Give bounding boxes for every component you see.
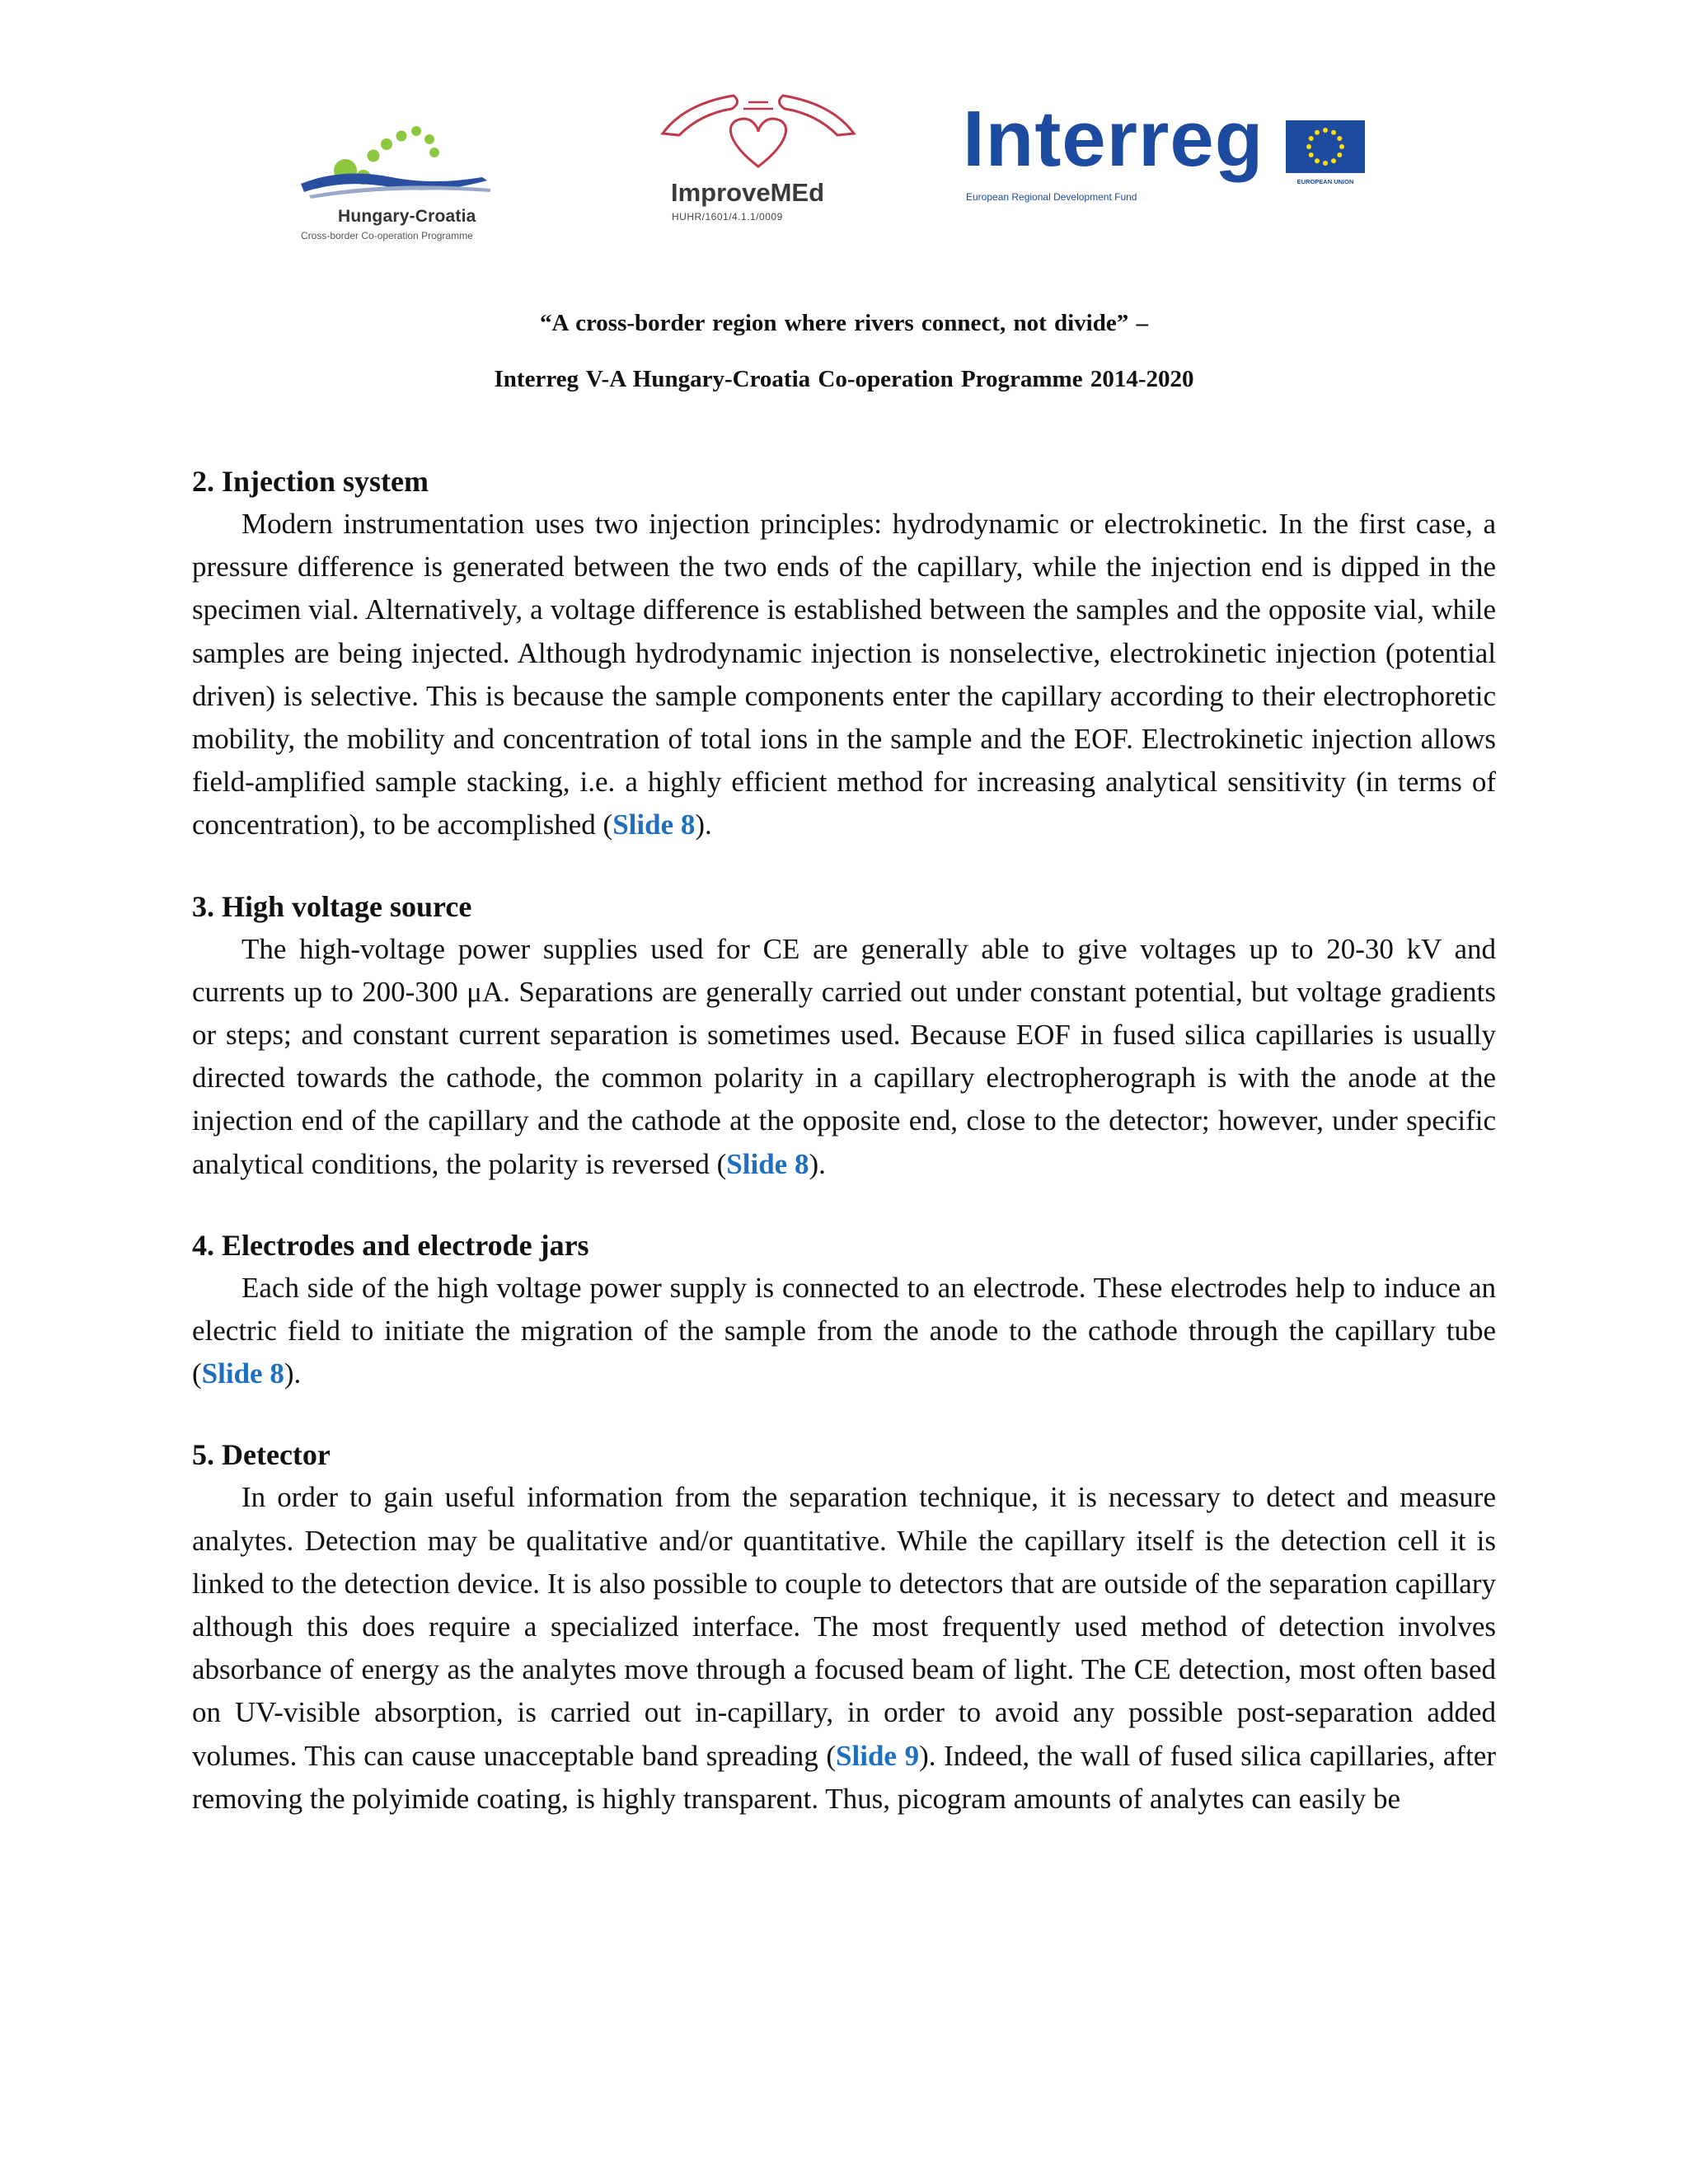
section-heading: 5. Detector bbox=[192, 1438, 331, 1472]
section-injection-system bbox=[192, 460, 1496, 847]
interreg-subtitle: European Regional Development Fund bbox=[966, 191, 1137, 203]
hungary-croatia-logo bbox=[293, 120, 515, 247]
slide-reference: Slide 8 bbox=[612, 808, 696, 841]
section-detector bbox=[192, 1433, 1496, 1821]
section-paragraph bbox=[192, 503, 1496, 847]
improvemed-name: ImproveMEd bbox=[671, 178, 825, 207]
hungary-croatia-name: Hungary-Croatia bbox=[338, 207, 476, 226]
section-paragraph bbox=[192, 1267, 1496, 1396]
document-body bbox=[192, 460, 1496, 1821]
logo-header bbox=[0, 0, 1688, 272]
section-high-voltage-source bbox=[192, 885, 1496, 1186]
interreg-logo bbox=[963, 95, 1375, 214]
eu-label: EUROPEAN UNION bbox=[1296, 178, 1354, 185]
hungary-croatia-emblem-icon bbox=[293, 120, 515, 210]
paragraph-text: Each side of the high voltage power supply is connected to an electrode. These electrodes help to induce an electric field to initiate the migration of the sample from the anode to the cathode through the capillary tube ( bbox=[192, 1271, 1496, 1390]
programme-title: Interreg V-A Hungary-Croatia Co-operation Programme 2014-2020 bbox=[494, 366, 1194, 392]
section-paragraph bbox=[192, 1476, 1496, 1821]
interreg-wordmark: Interreg bbox=[963, 95, 1264, 183]
slide-reference: Slide 8 bbox=[726, 1147, 809, 1180]
improvemed-project-code: HUHR/1601/4.1.1/0009 bbox=[672, 211, 783, 223]
section-heading: 3. High voltage source bbox=[192, 889, 472, 923]
eu-flag-icon bbox=[1286, 120, 1365, 173]
hungary-croatia-subtitle: Cross-border Co-operation Programme bbox=[301, 230, 473, 241]
paragraph-text: In order to gain useful information from the separation technique, it is necessary to detect and measure analytes. Detection may be qualitative and/or quantitative. While the capillary itself is the detection cell it is linked to the detection device. It is also possible to couple to detectors that are outside of the separation capillary although this does require a specialized interface. The most frequently used method of detection involves absorbance of energy as the analytes move through a focused beam of light. The CE detection, most often based on UV-visible absorption, is carried out in-capillary, in order to avoid any possible post-separation added volumes. This can cause unacceptable band spreading ( bbox=[192, 1481, 1496, 1772]
paragraph-text-end: ). bbox=[284, 1357, 302, 1390]
paragraph-text-end: ). Indeed, the wall of fused silica capillaries, after removing the polyimide coating, is highly transparent. Thus, picogram amounts of analytes can easily be bbox=[192, 1739, 1496, 1815]
paragraph-text-end: ). bbox=[809, 1147, 826, 1180]
improvemed-hands-heart-icon bbox=[651, 91, 865, 181]
slide-reference: Slide 8 bbox=[201, 1357, 284, 1390]
paragraph-text: The high-voltage power supplies used for CE are generally able to give voltages up to 20-30 kV and currents up to 200-300 μA. Separations are generally carried out under constant potential, but voltage gradients or steps; and constant current separation is sometimes used. Because EOF in fused silica capillaries is usually directed towards the cathode, the common polarity in a capillary electropherograph is with the anode at the injection end of the capillary and the cathode at the opposite end, close to the detector; however, under specific analytical conditions, the polarity is reversed ( bbox=[192, 932, 1496, 1180]
improvemed-logo bbox=[651, 91, 865, 231]
section-electrodes bbox=[192, 1224, 1496, 1396]
slide-reference: Slide 9 bbox=[836, 1739, 920, 1772]
paragraph-text-end: ). bbox=[695, 808, 712, 841]
programme-motto: “A cross-border region where rivers connect, not divide” – bbox=[540, 310, 1148, 336]
section-paragraph bbox=[192, 928, 1496, 1186]
section-heading: 2. Injection system bbox=[192, 465, 429, 498]
paragraph-text: Modern instrumentation uses two injection principles: hydrodynamic or electrokinetic. In the first case, a pressure difference is generated between the two ends of the capillary, while the injection end is dipped in the specimen vial. Alternatively, a voltage difference is established between the samples and the opposite vial, while samples are being injected. Although hydrodynamic injection is nonselective, electrokinetic injection (potential driven) is selective. This is because the sample components enter the capillary according to their electrophoretic mobility, the mobility and concentration of total ions in the sample and the EOF. Electrokinetic injection allows field-amplified sample stacking, i.e. a highly efficient method for increasing analytical sensitivity (in terms of concentration), to be accomplished ( bbox=[192, 508, 1496, 841]
section-heading: 4. Electrodes and electrode jars bbox=[192, 1228, 589, 1262]
